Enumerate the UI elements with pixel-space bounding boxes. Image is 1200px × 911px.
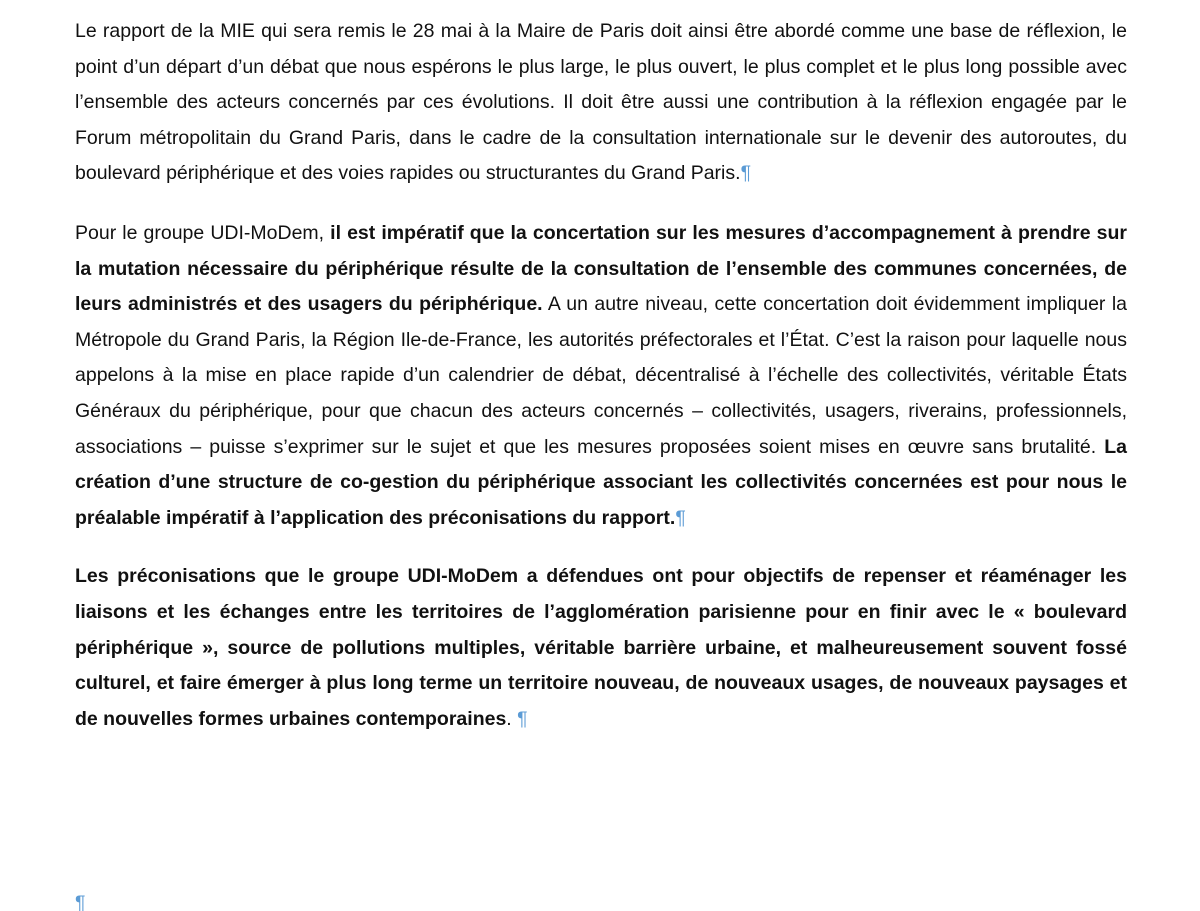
paragraph-3-run-end: . <box>506 707 518 730</box>
paragraph-3[interactable] <box>75 559 1127 737</box>
paragraph-2[interactable] <box>75 216 1127 536</box>
paragraph-2-run-1: Pour le groupe UDI-MoDem, <box>75 221 331 244</box>
document-body[interactable] <box>75 14 1127 911</box>
pilcrow-mark: ¶ <box>517 707 528 730</box>
paragraph-2-bold-run-1: il est impératif que la concertation sur les mesures d’accompagnement à prendre sur la mutation nécessaire du périphérique résulte de la consultation de l’ensemble des communes concernées, de leurs administrés et des usagers du périphérique. <box>75 221 1127 316</box>
paragraph-2-run-2: A un autre niveau, cette concertation doit évidemment impliquer la Métropole du Grand Paris, la Région Ile-de-France, les autorités préfectorales et l’État. C’est la raison pour laquelle nous appelons à la mise en place rapide d’un calendrier de débat, décentralisé à l’échelle des collectivités, véritable États Généraux du périphérique, pour que chacun des acteurs concernés – collectivités, usagers, riverains, professionnels, associations – puisse s’exprimer sur le sujet et que les mesures proposées soient mises en œuvre sans brutalité. <box>75 293 1127 458</box>
empty-paragraph-pilcrow: ¶ <box>75 892 86 911</box>
paragraph-2-bold-run-2: La création d’une structure de co-gestion du périphérique associant les collectivités concernées est pour nous le préalable impératif à l’application des préconisations du rapport. <box>75 435 1127 529</box>
paragraph-1[interactable] <box>75 14 1127 192</box>
pilcrow-mark: ¶ <box>740 162 752 185</box>
paragraph-1-text: Le rapport de la MIE qui sera remis le 28 mai à la Maire de Paris doit ainsi être abordé comme une base de réflexion, le point d’un départ d’un débat que nous espérons le plus large, le plus ouvert, le plus complet et le plus long possible avec l’ensemble des acteurs concernés par ces évolutions. Il doit être aussi une contribution à la réflexion engagée par le Forum métropolitain du Grand Paris, dans le cadre de la consultation internationale sur le devenir des autoroutes, du boulevard périphérique et des voies rapides ou structurantes du Grand Paris. <box>75 20 1127 185</box>
pilcrow-mark: ¶ <box>675 506 686 529</box>
paragraph-3-bold-run: Les préconisations que le groupe UDI-MoDem a défendues ont pour objectifs de repenser et réaménager les liaisons et les échanges entre les territoires de l’agglomération parisienne pour en finir avec le « boulevard périphérique », source de pollutions multiples, véritable barrière urbaine, et malheureusement souvent fossé culturel, et faire émerger à plus long terme un territoire nouveau, de nouveaux usages, de nouveaux paysages et de nouvelles formes urbaines contemporaines <box>75 565 1127 730</box>
